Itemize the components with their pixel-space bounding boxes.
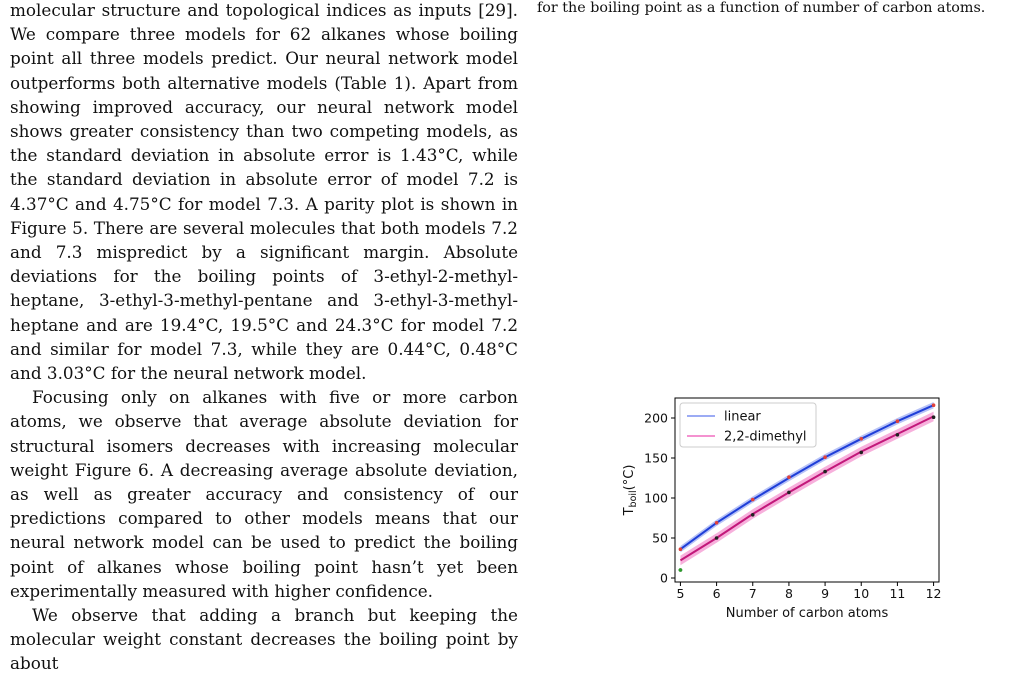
point-linear: [896, 419, 900, 423]
y-tick-label: 200: [644, 410, 668, 426]
point-2-2-dimethyl: [823, 470, 827, 474]
x-tick-label: 5: [676, 586, 685, 601]
x-tick-label: 8: [784, 586, 793, 601]
point-linear: [751, 498, 755, 502]
y-axis-label: [622, 465, 639, 517]
boiling-point-figure: [612, 392, 952, 622]
x-tick-label: 9: [821, 586, 830, 601]
y-axis-label-rest: (°C): [622, 464, 637, 491]
point-linear: [679, 547, 683, 551]
point-linear: [859, 437, 863, 441]
y-tick-label: 150: [644, 450, 668, 466]
y-axis-ticks: [644, 411, 675, 586]
legend-label-2-2-dimethyl: 2,2-dimethyl: [724, 429, 807, 445]
point-2-2-dimethyl: [896, 433, 900, 437]
point-linear: [823, 455, 827, 459]
paragraph-2: Focusing only on alkanes with five or more carbon atoms, we observe that average absolute deviation for structural isomers decreases with increasing molecular weight Figure 6. A decreasing average absolute deviation, as well as greater accuracy and consistency of our predictions compared to other models means that our neural network model can be used to predict the boiling point of alkanes whose boiling point hasn’t yet been experimentally measured with higher confidence.: [10, 387, 518, 601]
point-2-2-dimethyl: [751, 513, 755, 517]
legend: [680, 403, 816, 447]
x-tick-label: 7: [748, 586, 757, 601]
figure-caption-fragment: for the boiling point as a function of number of carbon atoms.: [537, 0, 986, 16]
x-tick-label: 6: [712, 586, 721, 601]
point-linear: [932, 403, 936, 407]
x-axis-ticks: [676, 582, 941, 601]
x-tick-label: 12: [925, 586, 942, 601]
point-linear: [787, 475, 791, 479]
y-tick-label: 100: [644, 490, 668, 506]
left-text-column: [10, 0, 518, 676]
y-axis-label-sub: boil: [628, 490, 639, 508]
point-2-2-dimethyl: [932, 415, 936, 419]
y-axis-label-main: T: [622, 507, 637, 516]
paragraph-3: We observe that adding a branch but keeping the molecular weight constant decreases the boiling point by about: [10, 605, 518, 674]
point-2-2-dimethyl: [859, 451, 863, 455]
boiling-point-chart: [612, 392, 952, 622]
y-tick-label: 0: [660, 570, 668, 586]
x-tick-label: 11: [889, 586, 906, 601]
legend-label-linear: linear: [724, 409, 761, 425]
point-2-2-dimethyl: [715, 536, 719, 540]
paragraph-1: molecular structure and topological indices as inputs [29]. We compare three models for 62 alkanes whose boiling point all three models predict. Our neural network model outperforms both alternative models (Table 1). Apart from showing improved accuracy, our neural network model shows greater consistency than two competing models, as the standard deviation in absolute error is 1.43°C, while the standard deviation in absolute error of model 7.2 is 4.37°C and 4.75°C for model 7.3. A parity plot is shown in Figure 5. There are several molecules that both models 7.2 and 7.3 mispredict by a significant margin. Absolute deviations for the boiling points of 3-ethyl-2-methyl-heptane, 3-ethyl-3-methyl-pentane and 3-ethyl-3-methyl-heptane and are 19.4°C, 19.5°C and 24.3°C for model 7.2 and similar for model 7.3, while they are 0.44°C, 0.48°C and 3.03°C for the neural network model.: [10, 0, 518, 384]
point-linear: [715, 521, 719, 525]
x-tick-label: 10: [853, 586, 870, 601]
y-tick-label: 50: [652, 530, 668, 546]
point-2-2-dimethyl: [787, 491, 791, 495]
point-2-2-dimethyl: [679, 568, 683, 572]
x-axis-label: Number of carbon atoms: [725, 606, 889, 621]
